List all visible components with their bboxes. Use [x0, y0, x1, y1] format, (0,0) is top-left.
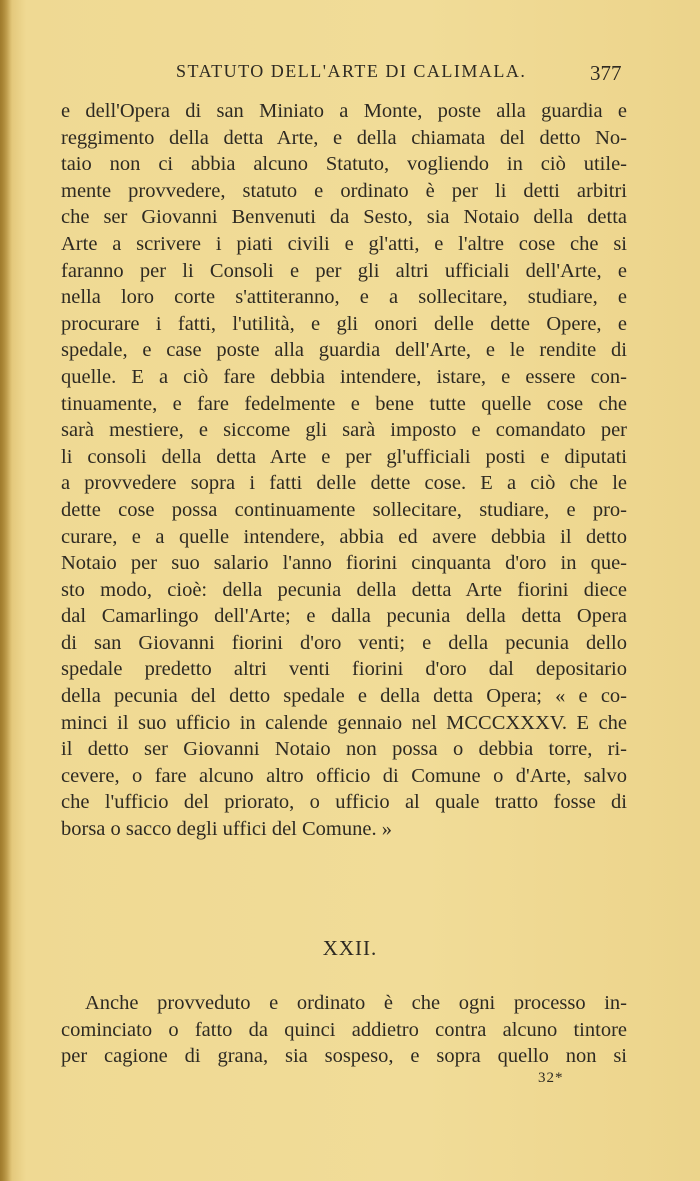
text-line: minci il suo ufficio in calende gennaio nel MCCCXXXV. E che [61, 711, 627, 734]
page-header [0, 61, 700, 87]
text-line: mente provvedere, statuto e ordinato è per li detti arbitri [61, 179, 627, 202]
text-line: tinuamente, e fare fedelmente e bene tutte quelle cose che [61, 392, 627, 415]
text-line: curare, e a quelle intendere, abbia ed avere debbia il detto [61, 525, 627, 548]
text-line: reggimento della detta Arte, e della chiamata del detto No- [61, 126, 627, 149]
text-line: a provvedere sopra i fatti delle dette cose. E a ciò che le [61, 472, 627, 495]
paragraph-1 [61, 98, 627, 843]
page-binding-edge [0, 0, 12, 1181]
text-line: faranno per li Consoli e per gli altri ufficiali dell'Arte, e [61, 259, 627, 282]
text-line: nella loro corte s'attiteranno, e a sollecitare, studiare, e [61, 286, 627, 309]
text-line: dette cose possa continuamente sollecitare, studiare, e pro- [61, 498, 627, 521]
text-line: e dell'Opera di san Miniato a Monte, poste alla guardia e [61, 100, 627, 122]
text-line: quelle. E a ciò fare debbia intendere, istare, e essere con- [61, 365, 627, 388]
text-line: Notaio per suo salario l'anno fiorini cinquanta d'oro in que- [61, 552, 627, 575]
text-line: spedale, e case poste alla guardia dell'Arte, e le rendite di [61, 339, 627, 362]
text-line: Anche provveduto e ordinato è che ogni processo in- [85, 992, 627, 1014]
text-line: sto modo, cioè: della pecunia della detta Arte fiorini diece [61, 578, 627, 601]
text-line: che ser Giovanni Benvenuti da Sesto, sia Notaio della detta [61, 206, 627, 229]
text-line: li consoli della detta Arte e per gl'ufficiali posti e diputati [61, 445, 627, 468]
text-line: che l'ufficio del priorato, o ufficio al quale tratto fosse di [61, 791, 627, 814]
paragraph-2 [61, 990, 627, 1070]
text-line: dal Camarlingo dell'Arte; e dalla pecunia della detta Opera [61, 605, 627, 628]
text-line: taio non ci abbia alcuno Statuto, vogliendo in ciò utile- [61, 153, 627, 176]
section-heading: XXII. [322, 936, 378, 960]
signature-mark: 32* [538, 1070, 564, 1086]
text-line: per cagione di grana, sia sospeso, e sopra quello non si [61, 1045, 627, 1068]
text-line: spedale predetto altri venti fiorini d'oro dal depositario [61, 658, 627, 681]
text-line: cevere, o fare alcuno altro officio di Comune o d'Arte, salvo [61, 764, 627, 787]
text-line: di san Giovanni fiorini d'oro venti; e della pecunia dello [61, 631, 627, 654]
text-line: sarà mestiere, e siccome gli sarà imposto e comandato per [61, 419, 627, 442]
text-line: della pecunia del detto spedale e della detta Opera; « e co- [61, 685, 627, 708]
text-line: il detto ser Giovanni Notaio non possa o debbia torre, ri- [61, 738, 627, 761]
page-number: 377 [590, 61, 622, 85]
text-line: cominciato o fatto da quinci addietro contra alcuno tintore [61, 1018, 627, 1041]
text-line: Arte a scrivere i piati civili e gl'atti, e l'altre cose che si [61, 232, 627, 255]
text-line: borsa o sacco degli uffici del Comune. » [61, 818, 392, 841]
running-head: STATUTO DELL'ARTE DI CALIMALA. [176, 61, 527, 81]
text-line: procurare i fatti, l'utilità, e gli onori delle dette Opere, e [61, 312, 627, 335]
